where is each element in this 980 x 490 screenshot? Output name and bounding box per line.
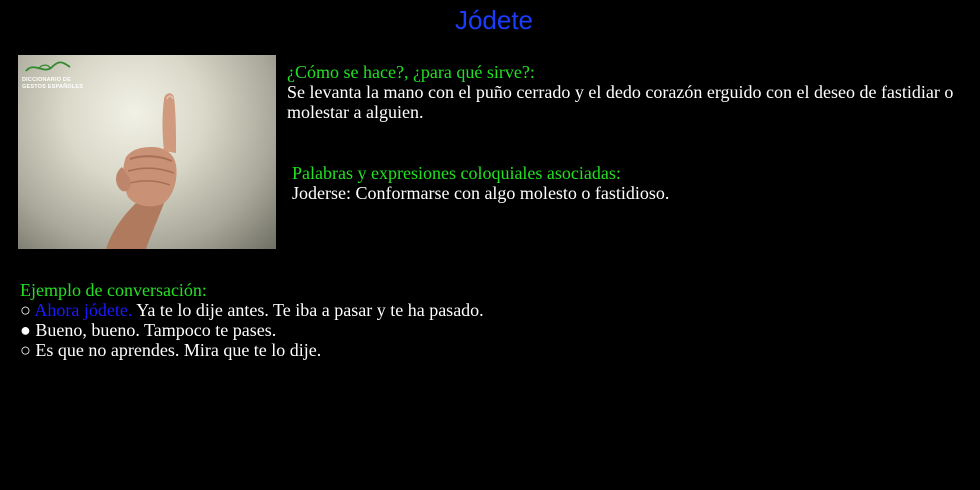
logo-text xyxy=(22,77,83,90)
dialogue-text: Bueno, bueno. Tampoco te pases. xyxy=(35,320,277,340)
how-text: Se levanta la mano con el puño cerrado y el dedo corazón erguido con el deseo de fastidiar o molestar a alguien. xyxy=(287,82,954,122)
how-label: ¿Cómo se hace?, ¿para qué sirve?: xyxy=(287,62,535,82)
speaker-b-marker: ● xyxy=(20,320,31,340)
highlight-phrase: Ahora jódete. xyxy=(34,300,133,320)
logo-line-1: DICCIONARIO DE xyxy=(22,77,71,83)
swirl-logo-icon xyxy=(26,62,70,71)
page-title: Jódete xyxy=(454,5,534,35)
dialogue-text: Es que no aprendes. Mira que te lo dije. xyxy=(35,340,322,360)
dialogue-line xyxy=(20,320,960,340)
speaker-a-marker: ○ xyxy=(20,340,31,360)
speaker-a-marker: ○ xyxy=(20,300,31,320)
logo-line-2: GESTOS ESPAÑOLES xyxy=(22,83,84,90)
words-label: Palabras y expresiones coloquiales asociadas: xyxy=(292,163,621,183)
example-label: Ejemplo de conversación: xyxy=(20,280,207,300)
how-section xyxy=(287,62,967,122)
gesture-video[interactable] xyxy=(18,55,276,249)
dialogue-line xyxy=(20,340,960,360)
example-section xyxy=(20,280,960,360)
words-text: Joderse: Conformarse con algo molesto o fastidioso. xyxy=(292,183,670,203)
dialogue-line xyxy=(20,300,960,320)
words-section xyxy=(292,163,962,203)
dialogue-text: Ya te lo dije antes. Te iba a pasar y te ha pasado. xyxy=(136,300,484,320)
